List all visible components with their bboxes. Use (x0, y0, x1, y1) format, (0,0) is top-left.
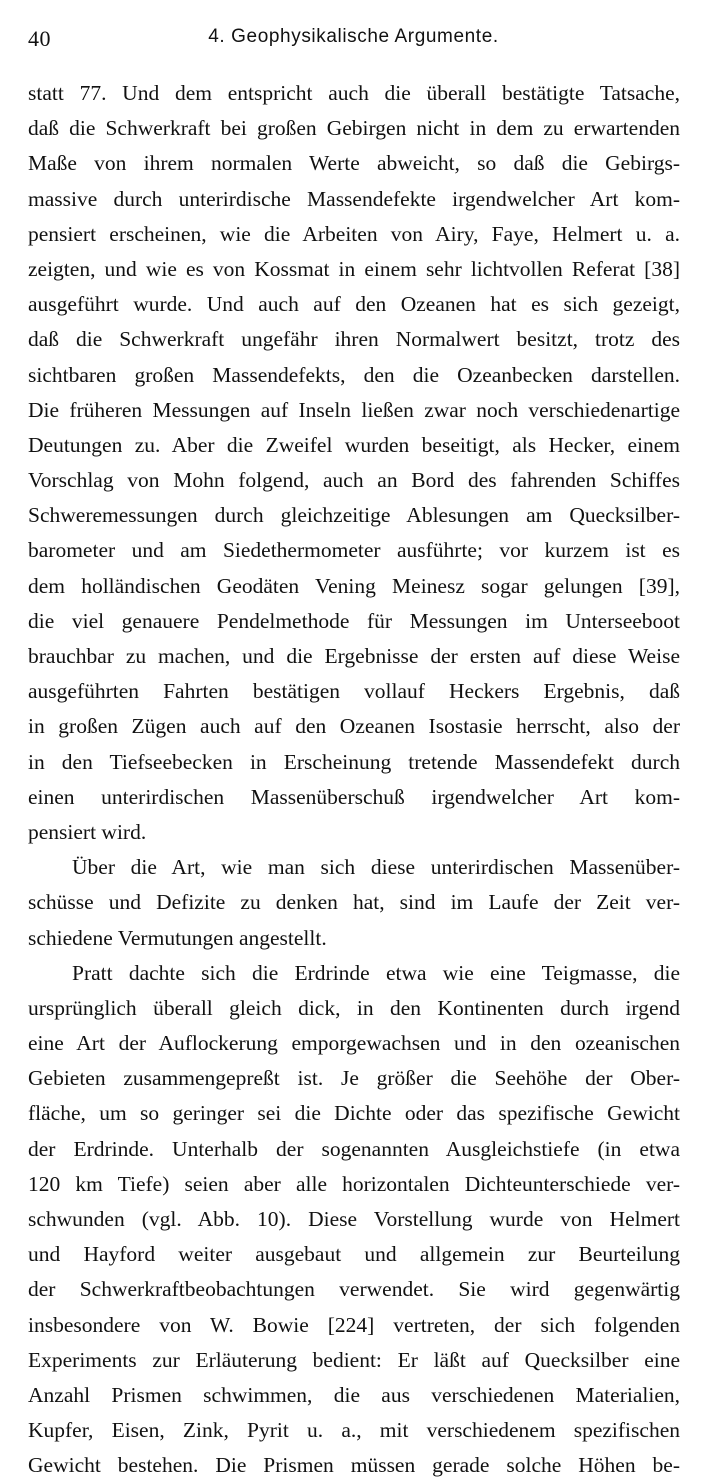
text-line: Gebieten zusammengepreßt ist. Je größer die Seehöhe der Ober- (28, 1066, 680, 1091)
text-line: in den Tiefseebecken in Erscheinung tretende Massendefekt durch (28, 749, 680, 774)
text-line: der Erdrinde. Unterhalb der sogenannten Ausgleichstiefe (in etwa (28, 1136, 680, 1161)
text-line: und Hayford weiter ausgebaut und allgemein zur Beurteilung (28, 1242, 680, 1267)
text-line: Deutungen zu. Aber die Zweifel wurden beseitigt, als Hecker, einem (28, 432, 680, 457)
text-line: fläche, um so geringer sei die Dichte oder das spezifische Gewicht (28, 1101, 680, 1126)
text-line: Experiments zur Erläuterung bedient: Er läßt auf Quecksilber eine (28, 1347, 680, 1372)
text-line: Maße von ihrem normalen Werte abweicht, so daß die Gebirgs- (28, 151, 680, 176)
text-line: die viel genauere Pendelmethode für Messungen im Unterseeboot (28, 608, 680, 633)
page-header (28, 26, 679, 56)
text-line: daß die Schwerkraft bei großen Gebirgen nicht in dem zu erwartenden (28, 116, 680, 141)
text-line: sichtbaren großen Massendefekts, den die Ozeanbecken darstellen. (28, 362, 680, 387)
text-line: barometer und am Siedethermometer ausführte; vor kurzem ist es (28, 538, 680, 563)
text-line: einen unterirdischen Massenüberschuß irgendwelcher Art kom- (28, 784, 680, 809)
text-line: zeigten, und wie es von Kossmat in einem sehr lichtvollen Referat [38] (28, 256, 680, 281)
text-line: ursprünglich überall gleich dick, in den Kontinenten durch irgend (28, 995, 680, 1020)
text-line: in großen Zügen auch auf den Ozeanen Isostasie herrscht, also der (28, 714, 680, 739)
text-line: ausgeführten Fahrten bestätigen vollauf Heckers Ergebnis, daß (28, 679, 680, 704)
body-text (28, 76, 680, 1484)
text-line: dem holländischen Geodäten Vening Meinesz sogar gelungen [39], (28, 573, 680, 598)
text-line: Kupfer, Eisen, Zink, Pyrit u. a., mit verschiedenem spezifischen (28, 1418, 680, 1443)
text-line: Pratt dachte sich die Erdrinde etwa wie eine Teigmasse, die (72, 960, 680, 985)
text-line: insbesondere von W. Bowie [224] vertreten, der sich folgenden (28, 1312, 680, 1337)
text-line: pensiert wird. (28, 819, 147, 844)
text-line: Schweremessungen durch gleichzeitige Ablesungen am Quecksilber- (28, 503, 680, 528)
running-head: 4. Geophysikalische Argumente. (208, 26, 499, 47)
text-line: Über die Art, wie man sich diese unterirdischen Massenüber- (72, 855, 680, 880)
text-line: daß die Schwerkraft ungefähr ihren Normalwert besitzt, trotz des (28, 327, 680, 352)
text-line: der Schwerkraftbeobachtungen verwendet. Sie wird gegenwärtig (28, 1277, 680, 1302)
text-line: pensiert erscheinen, wie die Arbeiten von Airy, Faye, Helmert u. a. (28, 221, 680, 246)
text-line: massive durch unterirdische Massendefekte irgendwelcher Art kom- (28, 186, 680, 211)
text-line: Vorschlag von Mohn folgend, auch an Bord des fahrenden Schiffes (28, 468, 680, 493)
text-line: Die früheren Messungen auf Inseln ließen zwar noch verschiedenartige (28, 397, 680, 422)
page-number: 40 (28, 26, 51, 51)
text-line: schwunden (vgl. Abb. 10). Diese Vorstellung wurde von Helmert (28, 1207, 680, 1231)
text-line: Gewicht bestehen. Die Prismen müssen gerade solche Höhen be- (28, 1453, 680, 1478)
text-line: ausgeführt wurde. Und auch auf den Ozeanen hat es sich gezeigt, (28, 292, 680, 317)
text-line: eine Art der Auflockerung emporgewachsen und in den ozeanischen (28, 1031, 680, 1056)
text-line: brauchbar zu machen, und die Ergebnisse der ersten auf diese Weise (28, 644, 680, 668)
text-line: schüsse und Defizite zu denken hat, sind im Laufe der Zeit ver- (28, 890, 680, 915)
text-line: 120 km Tiefe) seien aber alle horizontalen Dichteunterschiede ver- (28, 1171, 680, 1196)
text-line: schiedene Vermutungen angestellt. (28, 925, 327, 950)
text-line: Anzahl Prismen schwimmen, die aus verschiedenen Materialien, (28, 1382, 680, 1407)
text-line: statt 77. Und dem entspricht auch die überall bestätigte Tatsache, (28, 81, 680, 105)
